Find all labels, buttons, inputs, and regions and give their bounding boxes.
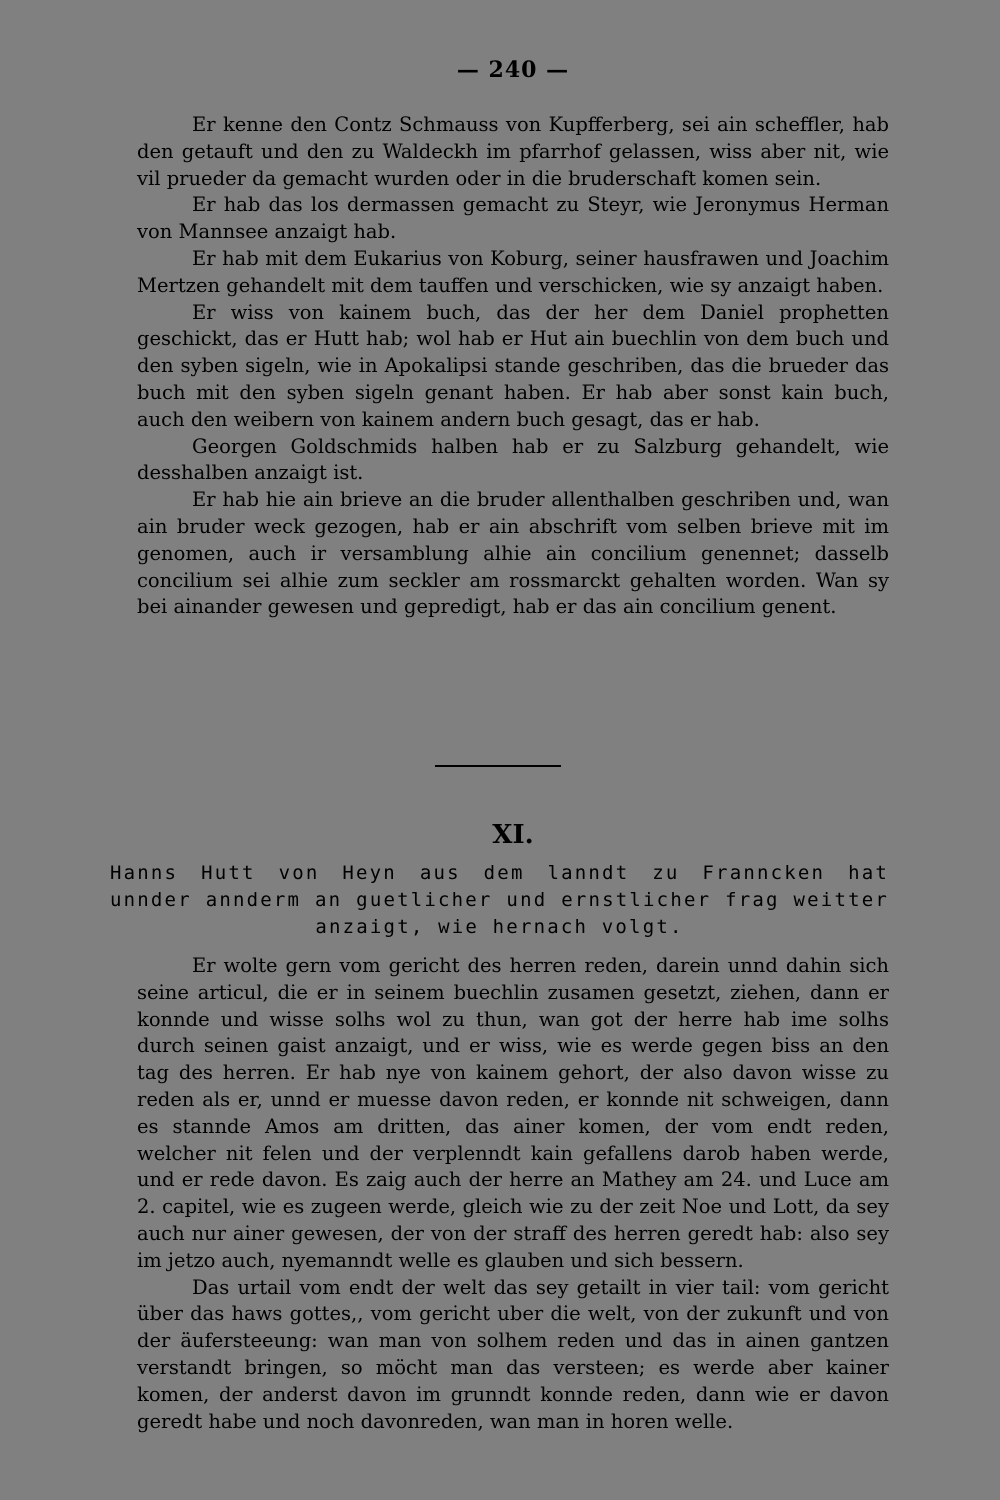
section-one-text [137,112,889,621]
section-divider [435,765,561,767]
paragraph: Er hab mit dem Eukarius von Koburg, seiner hausfrawen und Joachim Mertzen gehandelt mit dem tauffen und verschicken, wie sy anzaigt haben. [137,246,889,297]
paragraph: Er hab das los dermassen gemacht zu Steyr, wie Jeronymus Herman von Mannsee anzaigt hab. [137,193,889,244]
page-number: — 240 — [456,57,570,83]
section-heading: XI. [492,820,534,850]
paragraph: Er hab hie ain brieve an die bruder allenthalben geschriben und, wan ain bruder weck gezogen, hab er ain abschrift vom selben brieve mit im genomen, auch ir versamblung alhie ain concilium genennet; dasselb concilium sei alhie zum seckler am rossmarckt gehalten worden. Wan sy bei ainander gewesen und gepredigt, hab er das ain concilium genent. [137,488,889,619]
section-title: Hanns Hutt von Heyn aus dem lanndt zu Franncken hat unnder annderm an guetlicher und ernstlicher frag weitter anzaigt, wie hernach volgt. [110,862,889,938]
paragraph: Georgen Goldschmids halben hab er zu Salzburg gehandelt, wie desshalben anzaigt ist. [137,434,889,485]
paragraph: Das urtail vom endt der welt das sey getailt in vier tail: vom gericht über das haws gottes,, vom gericht uber die welt, von der zukunft und von der äufersteeung: wan man von solhem reden und das in ainen gantzen verstandt bringen, so möcht man das versteen; es werde aber kainer komen, der anderst davon im grunndt konnde reden, dann wie er davon geredt habe und noch davonreden, wan man in horen welle. [137,1275,889,1433]
paragraph: Er kenne den Contz Schmauss von Kupfferberg, sei ain scheffler, hab den getauft und den zu Waldeckh im pfarrhof gelassen, wiss aber nit, wie vil prueder da gemacht wurden oder in die bruderschaft komen sein. [137,113,889,190]
paragraph: Er wolte gern vom gericht des herren reden, darein unnd dahin sich seine articul, die er in seinem buechlin zusamen gesetzt, ziehen, dann er konnde und wisse solhs wol zu thun, wan got der herre hab ime solhs durch seinen gaist anzaigt, und er wiss, wie es werde gegen biss an den tag des herren. Er hab nye von kainem gehort, der also davon wisse zu reden als er, unnd er muesse davon reden, er konnde nit schweigen, dann es stannde Amos am dritten, das ainer komen, der vom endt reden, welcher nit felen und der verplenndt kain gefallens darob haben werde, und er rede davon. Es zaig auch der herre an Mathey am 24. und Luce am 2. capitel, wie es zugeen werde, gleich wie zu der zeit Noe und Lott, da sey auch nur ainer gewesen, der von der straff des herren geredt hab: also sey im jetzo auch, nyemanndt welle es glauben und sich bessern. [137,954,889,1272]
paragraph: Er wiss von kainem buch, das der her dem Daniel prophetten geschickt, das er Hutt hab; wol hab er Hut ain buechlin von dem buch und den syben sigeln, wie in Apokalipsi stande geschriben, das die brueder das buch mit den syben sigeln genant haben. Er hab aber sonst kain buch, auch den weibern von kainem andern buch gesagt, das er hab. [137,300,889,431]
section-two-text [137,953,889,1435]
